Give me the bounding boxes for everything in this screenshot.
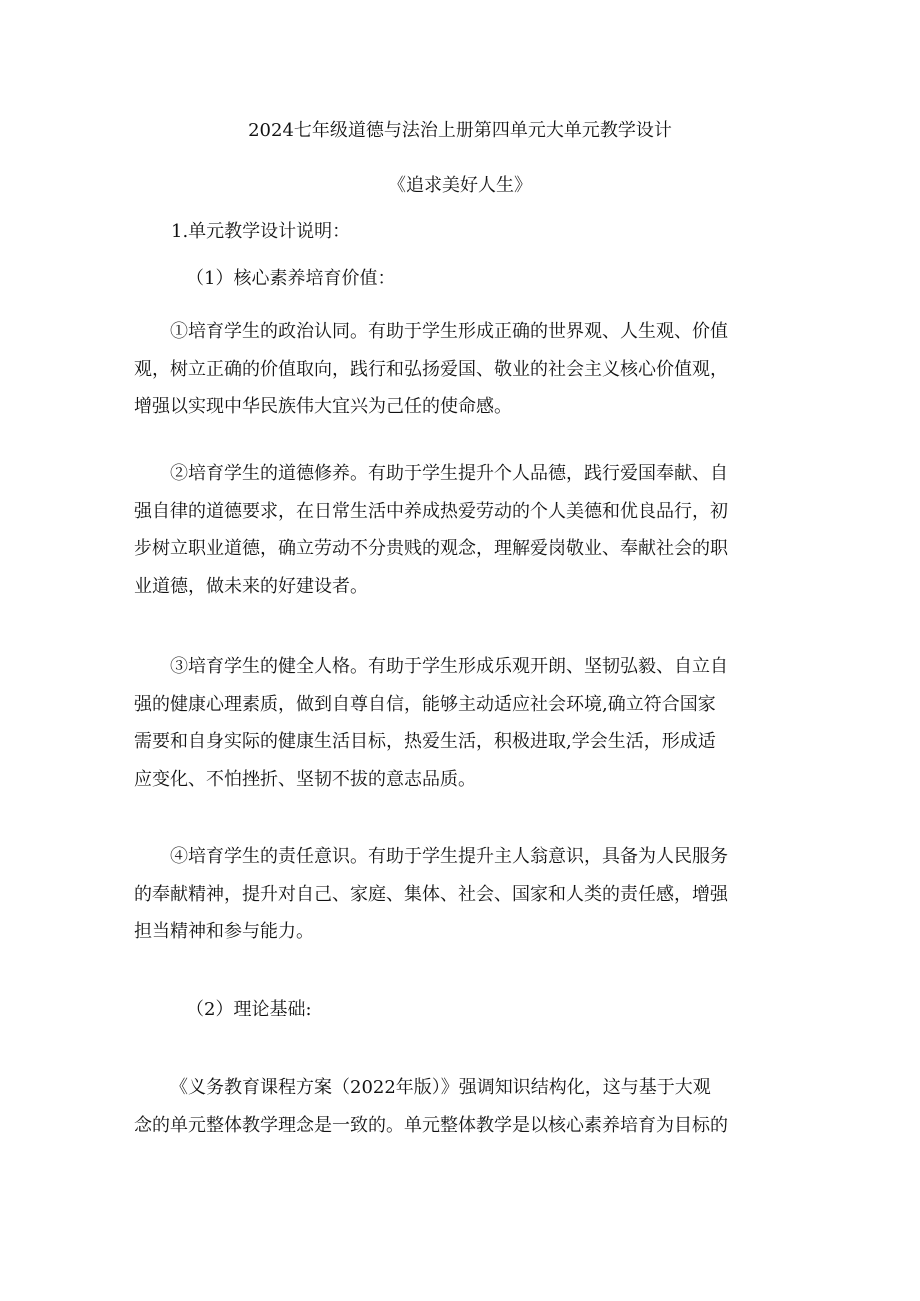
subsection-heading-1: （1）核心素养培育价值： <box>186 268 396 289</box>
paragraph-line: 业道德，做未来的好建设者。 <box>134 576 368 598</box>
document-subtitle: 《追求美好人生》 <box>388 175 532 196</box>
subsection-heading-2: （2）理论基础: <box>186 999 312 1020</box>
paragraph-line: 应变化、不怕挫折、坚韧不拔的意志品质。 <box>134 769 476 791</box>
paragraph-responsibility <box>134 838 794 951</box>
paragraph-line: 步树立职业道德，确立劳动不分贵贱的观念，理解爱岗敬业、奉献社会的职 <box>134 538 728 560</box>
paragraph-line: 《义务教育课程方案（2022年版）》强调知识结构化，这与基于大观 <box>170 1077 711 1098</box>
paragraph-political-identity <box>134 313 794 426</box>
paragraph-sound-personality <box>134 648 794 799</box>
section-heading-1: 1.单元教学设计说明： <box>171 221 351 242</box>
paragraph-line: 强的健康心理素质，做到自尊自信，能够主动适应社会环境,确立符合国家 <box>134 693 716 715</box>
paragraph-line: 念的单元整体教学理念是一致的。单元整体教学是以核心素养培育为目标的 <box>134 1114 728 1136</box>
paragraph-line: ①培育学生的政治认同。有助于学生形成正确的世界观、人生观、价值 <box>170 321 728 342</box>
paragraph-line: 观，树立正确的价值取向，践行和弘扬爱国、敬业的社会主义核心价值观， <box>134 358 728 380</box>
paragraph-line: ②培育学生的道德修养。有助于学生提升个人品德，践行爱国奉献、自 <box>170 463 728 484</box>
paragraph-line: 需要和自身实际的健康生活目标，热爱生活，积极进取,学会生活，形成适 <box>134 731 716 753</box>
paragraph-line: ③培育学生的健全人格。有助于学生形成乐观开朗、坚韧弘毅、自立自 <box>170 656 728 677</box>
paragraph-moral-cultivation <box>134 455 794 606</box>
paragraph-line: 强自律的道德要求，在日常生活中养成热爱劳动的个人美德和优良品行，初 <box>134 500 728 522</box>
paragraph-line: ④培育学生的责任意识。有助于学生提升主人翁意识，具备为人民服务 <box>170 846 728 867</box>
paragraph-line: 担当精神和参与能力。 <box>134 921 314 943</box>
paragraph-line: 增强以实现中华民族伟大宜兴为己任的使命感。 <box>134 396 512 418</box>
paragraph-theory-basis <box>134 1069 794 1144</box>
document-title: 2024七年级道德与法治上册第四单元大单元教学设计 <box>248 120 672 141</box>
paragraph-line: 的奉献精神，提升对自己、家庭、集体、社会、国家和人类的责任感，增强 <box>134 883 728 905</box>
